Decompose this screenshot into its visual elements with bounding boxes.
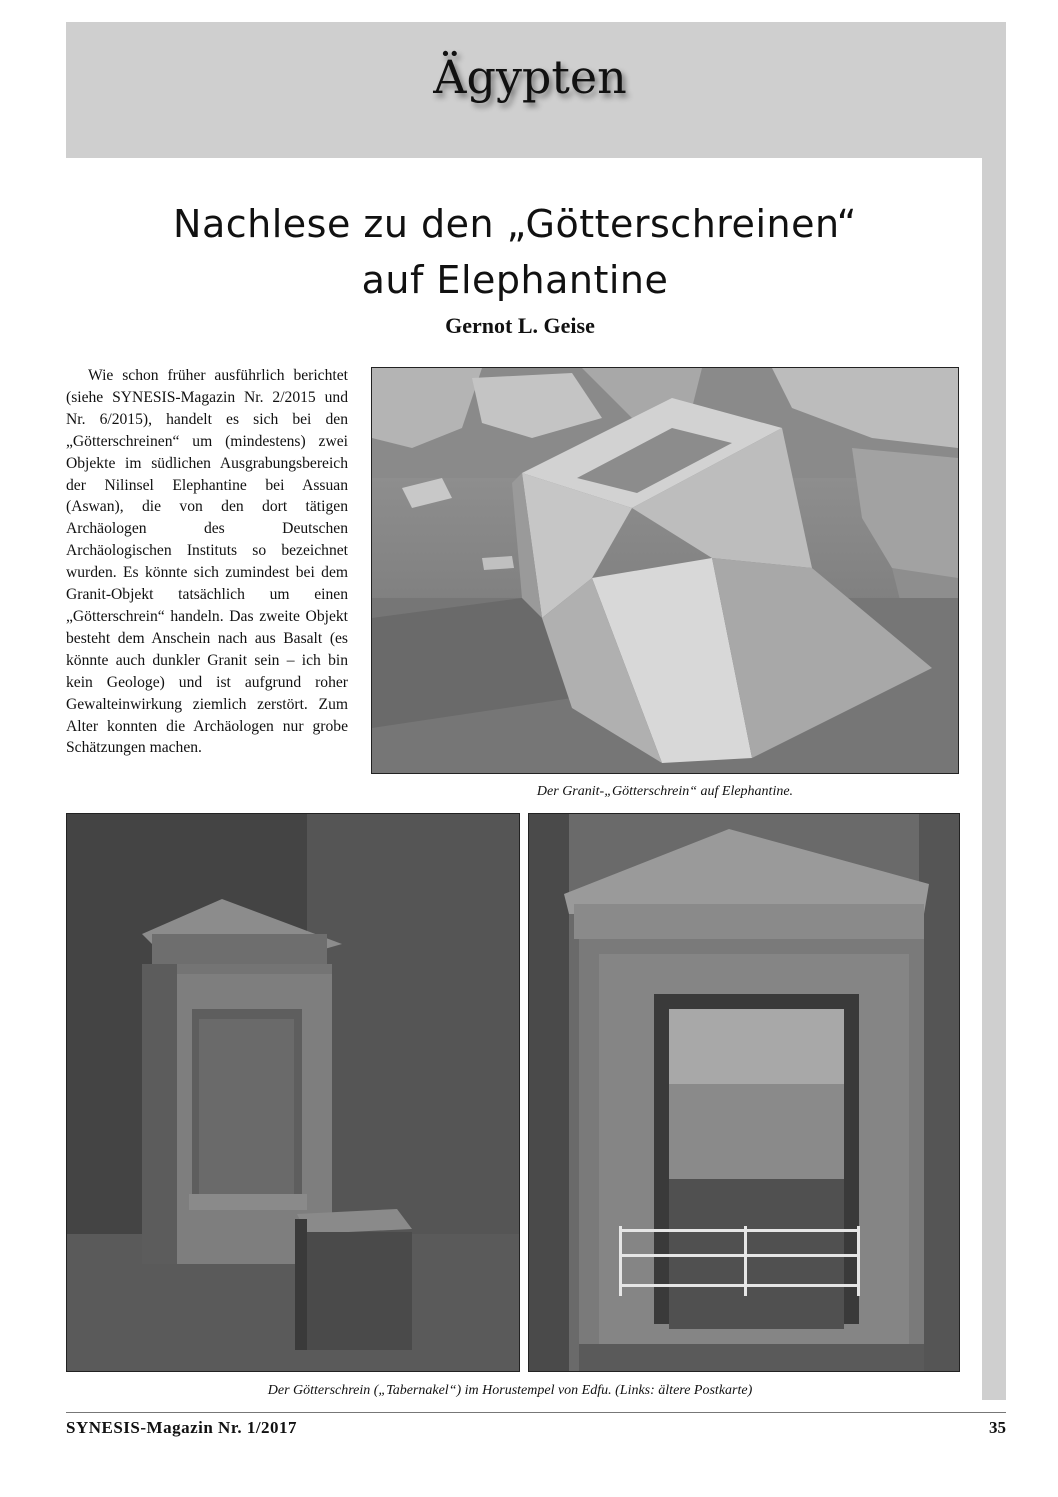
caption-bottom: Der Götterschrein („Tabernakel“) im Horustempel von Edfu. (Links: ältere Postkarte) [267,1383,753,1398]
granite-shrine-photo [371,367,959,774]
article-title-line2: auf Elephantine [361,258,669,302]
article-author: Gernot L. Geise [445,313,595,338]
page-number: 35 [989,1418,1006,1437]
footer-rule [66,1412,1006,1413]
section-title: Ägypten [433,50,627,104]
body-paragraph: Wie schon früher ausführlich berichtet (siehe SYNESIS-Magazin Nr. 2/2015 und Nr. 6/2015), handelt es sich bei den „Götterschreinen“ um (mindestens) zwei Objekte im südlichen Ausgrabungsbereich der Nilinsel Elephantine bei Assuan (Aswan), die von den dort tätigen Archäologen des Deutschen Archäologischen Instituts so bezeichnet wurden. Es könnte sich zumindest bei dem Granit-Objekt tatsächlich um einen „Götterschrein“ handeln. Das zweite Objekt besteht dem Anschein nach aus Basalt (es könnte auch dunkler Granit sein – ich bin kein Geologe) und ist aufgrund roher Gewalteinwirkung ziemlich zerstört. Zum Alter konnten die Archäologen nur grobe Schätzungen machen. [66,367,348,757]
article-title [70,196,960,308]
edfu-postcard-photo [66,813,520,1372]
right-rail [982,22,1006,1400]
article-body [66,365,348,759]
footer-magazine: SYNESIS-Magazin Nr. 1/2017 [66,1418,298,1437]
edfu-shrine-photo [528,813,960,1372]
article-title-line1: Nachlese zu den „Götterschreinen“ [173,202,857,246]
caption-top: Der Granit-„Götterschrein“ auf Elephantine. [536,784,794,799]
